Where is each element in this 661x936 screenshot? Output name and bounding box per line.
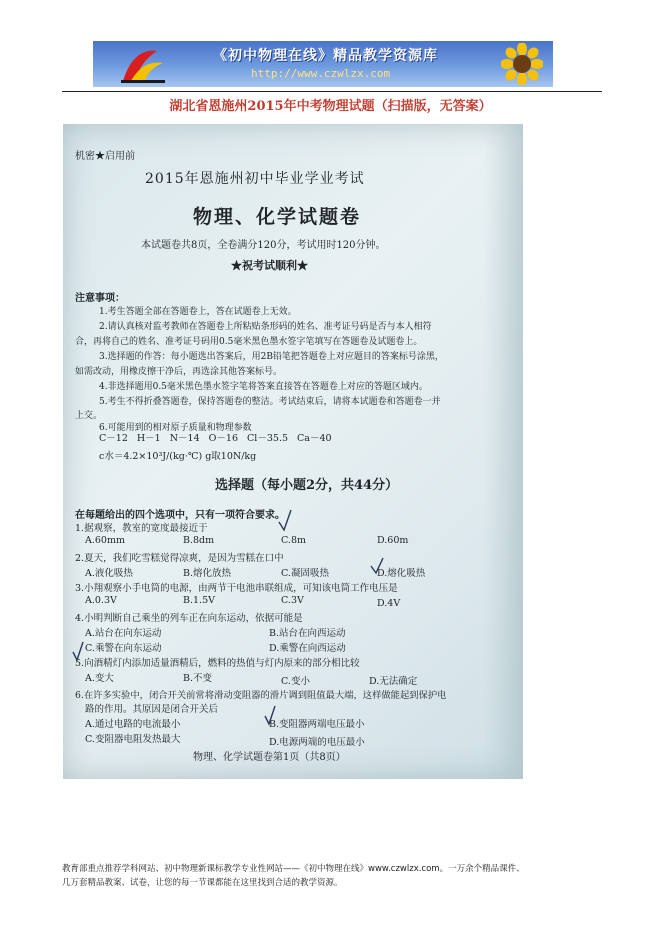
notice-line: 3.选择题的作答：每小题选出答案后，用2B铅笔把答题卷上对应题目的答案标号涂黑， <box>99 352 444 362</box>
question-option: D.电源两端的电压最小 <box>269 737 365 748</box>
site-banner <box>93 41 553 87</box>
question-option: C.变小 <box>281 676 310 687</box>
sunflower-icon <box>501 43 543 85</box>
section-heading: 选择题（每小题2分，共44分） <box>215 478 399 493</box>
notice-line: 上交。 <box>75 411 103 421</box>
question-stem: 3.小翔观察小手电筒的电源，由两节干电池串联组成，可知该电筒工作电压是 <box>75 583 398 594</box>
footer-note-line: 教育部重点推荐学科网站、初中物理新课标教学专业性网站——《初中物理在线》www.czwlzx.com。一万余个精品课件、 <box>62 864 525 874</box>
notice-line: 合，再将自己的姓名、准考证号码用0.5毫米黑色墨水签字笔填写在答题卷及试题卷上。 <box>75 337 423 347</box>
page-footer: 物理、化学试题卷第1页（共8页） <box>193 752 346 763</box>
question-option: C.变阻器电阻发热最大 <box>85 734 181 745</box>
question-option: C.3V <box>281 595 304 606</box>
question-option: A.液化吸热 <box>85 568 133 579</box>
question-option: D.60m <box>377 535 409 546</box>
question-stem: 5.向酒精灯内添加适量酒精后，燃料的热值与灯内原来的部分相比较 <box>75 658 360 669</box>
question-stem-continued: 路的作用。其原因是闭合开关后 <box>85 704 219 715</box>
scanned-exam-page <box>63 124 523 779</box>
paper-info: 本试题卷共8页，全卷满分120分，考试用时120分钟。 <box>141 240 386 251</box>
question-stem: 1.据观察，教室的宽度最接近于 <box>75 523 208 534</box>
question-option: D.熔化吸热 <box>377 568 426 579</box>
handwritten-check-icon <box>71 640 85 662</box>
notice-line: 2.请认真核对监考教师在答题卷上所粘贴条形码的姓名、准考证号码是否与本人相符 <box>99 322 432 332</box>
question-option: D.4V <box>377 598 401 609</box>
question-option: C.乘警在向东运动 <box>85 643 162 654</box>
header-rule <box>62 91 602 92</box>
question-stem: 6.在许多实验中，闭合开关前常将滑动变阻器的滑片调到阻值最大端，这样做能起到保护电 <box>75 690 447 701</box>
notice-line: 6.可能用到的相对原子质量和物理参数 <box>99 423 252 433</box>
physical-constants: c水＝4.2×10³J/(kg·℃) g取10N/kg <box>99 451 257 462</box>
paper-title: 物理、化学试题卷 <box>193 206 362 228</box>
footer-note <box>62 862 607 890</box>
banner-title: 《初中物理在线》精品教学资源库 <box>213 48 438 64</box>
question-option: A.60mm <box>85 535 125 546</box>
question-option: B.1.5V <box>183 595 215 606</box>
handwritten-check-icon <box>277 508 293 534</box>
question-option: A.通过电路的电流最小 <box>85 719 181 730</box>
question-option: B.不变 <box>183 673 213 684</box>
question-option: D.乘警在向西运动 <box>269 643 346 654</box>
footer-note-line: 几万套精品教案、试卷，让您的每一节课都能在这里找到合适的教学资源。 <box>62 878 343 888</box>
question-stem: 4.小明判断自己乘坐的列车正在向东运动，依据可能是 <box>75 613 303 624</box>
question-option: C.8m <box>281 535 307 546</box>
question-stem: 2.夏天，我们吃雪糕觉得凉爽，是因为雪糕在口中 <box>75 553 284 564</box>
question-option: D.无法确定 <box>369 676 418 687</box>
site-logo-icon <box>117 45 169 85</box>
question-option: A.站台在向东运动 <box>85 628 162 639</box>
document-title: 湖北省恩施州2015年中考物理试题（扫描版，无答案） <box>169 99 492 114</box>
secret-label: 机密★启用前 <box>75 151 135 162</box>
question-option: C.凝固吸热 <box>281 568 329 579</box>
exam-title: 2015年恩施州初中毕业学业考试 <box>145 171 365 187</box>
question-option: B.8dm <box>183 535 215 546</box>
question-option: B.站台在向西运动 <box>269 628 346 639</box>
banner-url: http://www.czwlzx.com <box>251 67 391 80</box>
question-option: B.变阻器两端电压最小 <box>269 719 365 730</box>
question-option: A.变大 <box>85 673 114 684</box>
good-luck-text: ★祝考试顺利★ <box>231 259 308 272</box>
notice-line: 4.非选择题用0.5毫米黑色墨水签字笔将答案直接答在答题卷上对应的答题区域内。 <box>99 382 428 392</box>
atomic-masses: C－12 H－1 N－14 O－16 Cl－35.5 Ca－40 <box>99 433 332 444</box>
notice-line: 如需改动，用橡皮擦干净后，再选涂其他答案标号。 <box>75 367 283 377</box>
question-option: B.熔化放热 <box>183 568 232 579</box>
section-instruction: 在每题给出的四个选项中，只有一项符合要求。 <box>75 510 285 521</box>
handwritten-check-icon <box>369 556 385 576</box>
notice-line: 5.考生不得折叠答题卷，保持答题卷的整洁。考试结束后，请将本试题卷和答题卷一并 <box>99 397 441 407</box>
question-option: A.0.3V <box>85 595 117 606</box>
notice-heading: 注意事项： <box>75 293 125 304</box>
notice-line: 1.考生答题全部在答题卷上，答在试题卷上无效。 <box>99 307 297 317</box>
handwritten-check-icon <box>263 704 277 726</box>
scan-shadow <box>483 124 523 779</box>
